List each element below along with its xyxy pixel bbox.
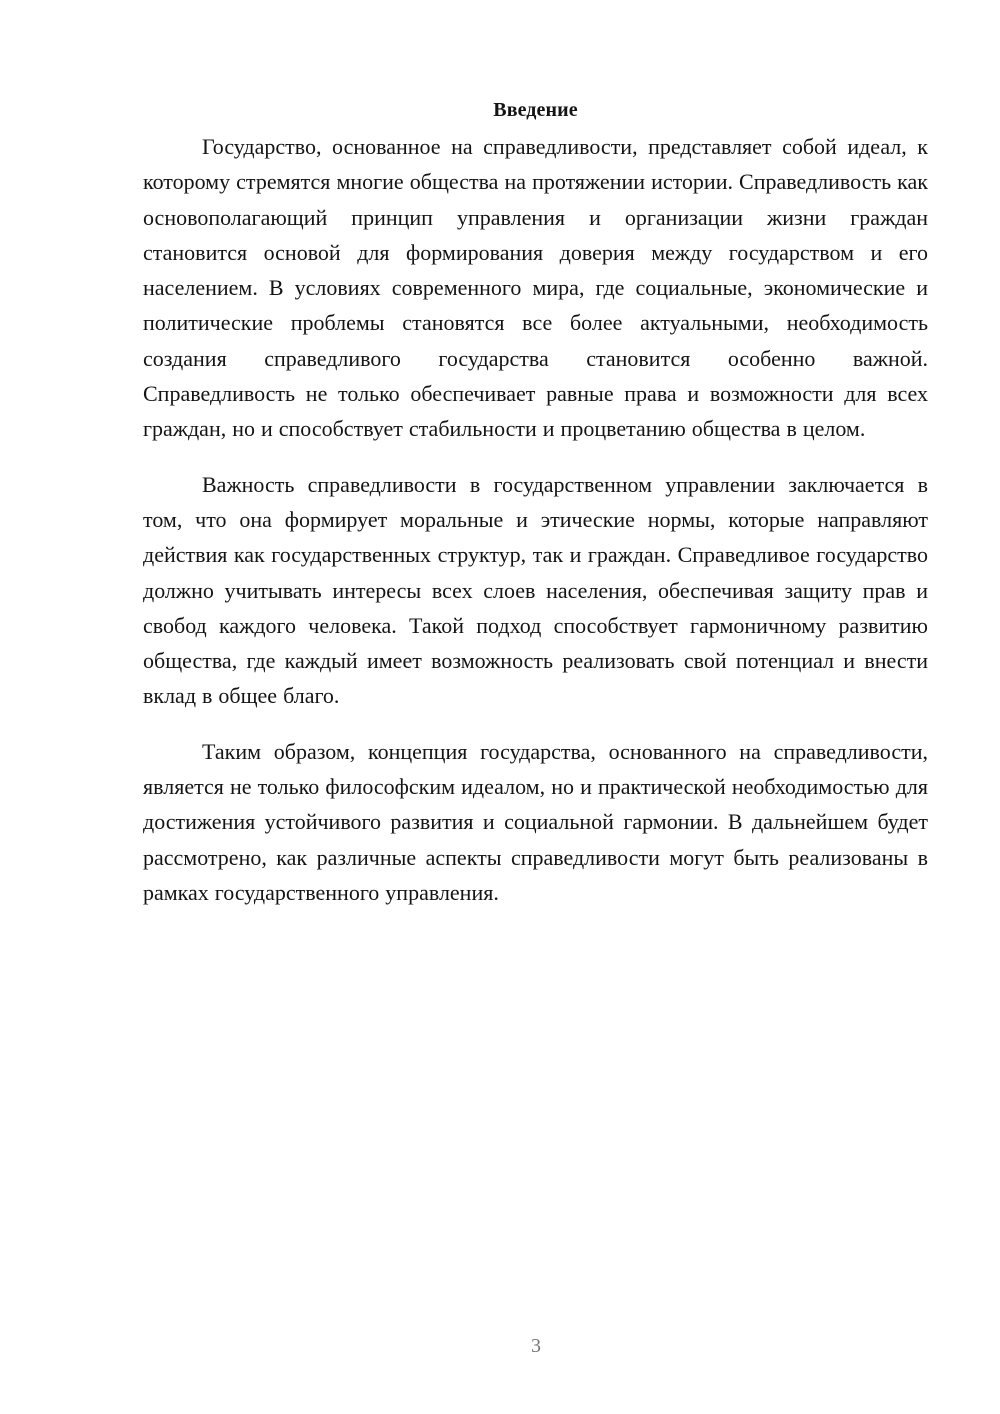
- paragraph-2: Важность справедливости в государственном управлении заключается в том, что она формирует моральные и этические нормы, которые направляют действия как государственных структур, так и граждан. Справедливое государство должно учитывать интересы всех слоев населения, обеспечивая защиту прав и свобод каждого человека. Такой подход способствует гармоничному развитию общества, где каждый имеет возможность реализовать свой потенциал и внести вклад в общее благо.: [143, 471, 928, 709]
- section-heading: Введение: [493, 99, 578, 121]
- page-number: 3: [531, 1335, 541, 1357]
- document-body: [143, 95, 928, 930]
- paragraph-3: Таким образом, концепция государства, основанного на справедливости, является не только философским идеалом, но и практической необходимостью для достижения устойчивого развития и социальной гармонии. В дальнейшем будет рассмотрено, как различные аспекты справедливости могут быть реализованы в рамках государственного управления.: [143, 738, 928, 905]
- paragraph-1: Государство, основанное на справедливости, представляет собой идеал, к которому стремятся многие общества на протяжении истории. Справедливость как основополагающий принцип управления и организации жизни граждан становится основой для формирования доверия между государством и его населением. В условиях современного мира, где социальные, экономические и политические проблемы становятся все более актуальными, необходимость создания справедливого государства становится особенно важной. Справедливость не только обеспечивает равные права и возможности для всех граждан, но и способствует стабильности и процветанию общества в целом.: [143, 134, 928, 442]
